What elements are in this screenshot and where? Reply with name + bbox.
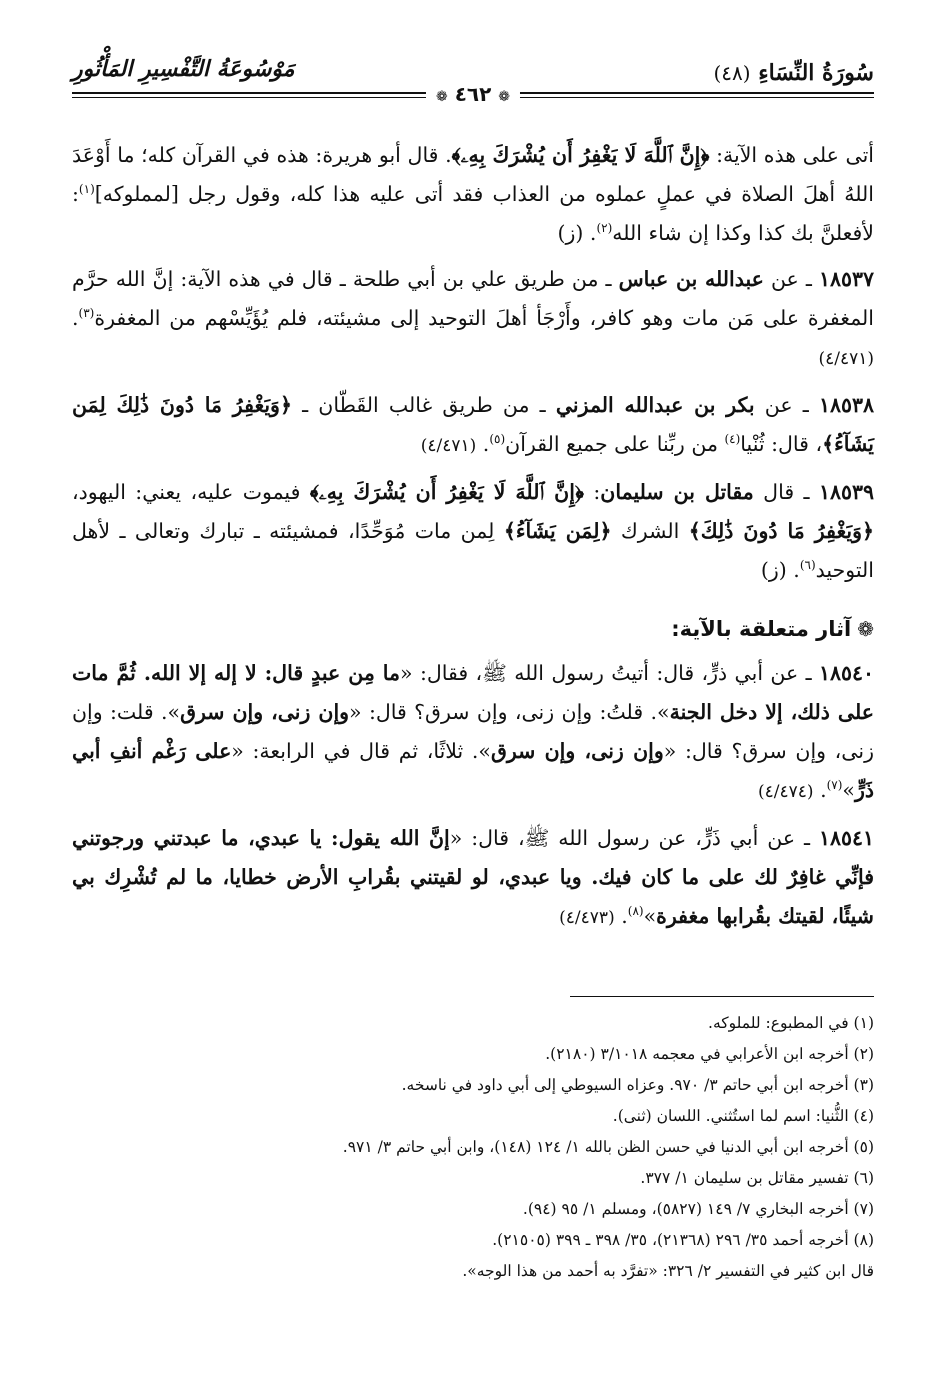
volume-ref: (٤/٤٧١) [420,436,477,456]
footnote-ref[interactable]: (٣) [78,306,95,321]
athar-18540 [72,654,874,812]
text: . [813,778,827,802]
text: . [476,432,490,456]
ayah-number: (٤٨) [713,61,751,85]
surah-title [713,60,874,86]
paragraph-1 [72,136,874,253]
quran-quote: ﴿وَيَغْفِرُ مَا دُونَ ذَٰلِكَ﴾ [688,519,874,543]
text: ـ قال [753,480,819,504]
hadith-text: ما مِن عبدٍ قال: لا إله إلا الله. ثُمَّ مات على ذلك، إلا دخل الجنة [72,661,874,724]
footnote-6: (٦) تفسير مقاتل بن سليمان ١/ ٣٧٧. [640,1169,874,1187]
hadith-text: وإن زنى، وإن سرق [490,739,664,763]
text: » [643,904,657,928]
footnote-ref[interactable]: (٦) [799,558,816,573]
footnote-ref[interactable]: (١) [78,182,95,197]
page-number [426,82,520,106]
quran-quote: ﴿إِنَّ ٱللَّهَ لَا يَغْفِرُ أَن يُشْرَكَ بِهِۦ﴾ [309,480,584,504]
flower-ornament-icon: ❁ [857,617,874,641]
text: ، قال: ثُنْيا [740,432,823,456]
quran-quote: ﴿إِنَّ ٱللَّهَ لَا يَغْفِرُ أَن يُشْرَكَ بِهِۦ﴾ [451,143,710,167]
narrator-name: مقاتل بن سليمان [600,480,754,504]
ornament-icon: ❁ [435,89,448,105]
athar-18537 [72,260,874,379]
footnote-1: (١) في المطبوع: للملوكه. [708,1014,874,1032]
text: الشرك [611,519,689,543]
text: : [583,480,601,504]
text: ـ من طريق غالب القَطّان ـ [291,393,556,417]
text: ». ثلاثًا، ثم قال في الرابعة: « [231,739,491,763]
text: من ربِّنا على جميع القرآن [505,432,725,456]
hadith-text: وإن زنى، وإن سرق [180,700,350,724]
hadith-text: على رَغْم أنفِ أبي ذَرٍّ [72,739,874,802]
footnote-5: (٥) أخرجه ابن أبي الدنيا في حسن الظن بالله ١/ ١٢٤ (١٤٨)، وابن أبي حاتم ٣/ ٩٧١. [342,1138,874,1156]
footnote-2: (٢) أخرجه ابن الأعرابي في معجمه ٣/١٠١٨ (٢١٨٠). [545,1045,874,1063]
footnote-8: (٨) أخرجه أحمد ٣٥/ ٢٩٦ (٢١٣٦٨)، ٣٥/ ٣٩٨ ـ ٣٩٩ (٢١٥٠٥). [492,1231,874,1249]
book-title: مَوْسُوعَةُ التَّفْسِيرِ المَأْثُورِ [72,56,295,82]
text: » [842,778,855,802]
page-number-value: ٤٦٢ [454,82,492,106]
athar-18538 [72,386,874,466]
text: . (ز) [760,558,800,582]
footnote-3: (٣) أخرجه ابن أبي حاتم ٣/ ٩٧٠. وعزاه السيوطي إلى أبي داود في ناسخه. [401,1076,874,1094]
athar-number: ١٨٥٣٩ [818,480,874,504]
text: ـ من طريق علي بن أبي طلحة ـ قال في هذه الآية: إنَّ الله حرَّم المغفرة على مَن مات وهو كافر، وأَرْجَأ أهلَ التوحيد إلى مشيئته، فلم يُؤَيِّسْهم من المغفرة [72,267,874,330]
quran-quote: ﴿لِمَن يَشَآءُ﴾ [503,519,612,543]
text: . [72,306,79,330]
athar-number: ١٨٥٤٠ [818,661,874,685]
athar-18541 [72,819,874,938]
section-heading-text: آثار متعلقة بالآية: [671,617,852,641]
athar-number: ١٨٥٣٨ [818,393,874,417]
text: ـ عن [754,393,819,417]
footnote-7: (٧) أخرجه البخاري ٧/ ١٤٩ (٥٨٢٧)، ومسلم ١/ ٩٥ (٩٤). [522,1200,874,1218]
text: ـ عن أبي ذرٍّ، قال: أتيتُ رسول الله ﷺ، فقال: « [400,661,819,685]
footnote-ref[interactable]: (٥) [489,432,506,447]
text: لِمن مات مُوَحِّدًا، فمشيئته ـ تبارك وتعالى ـ لأهل التوحيد [72,519,874,582]
ornament-icon: ❁ [498,89,511,105]
volume-ref: (٤/٤٧٤) [758,782,814,802]
narrator-name: بكر بن عبدالله المزني [555,393,755,417]
athar-number: ١٨٥٣٧ [818,267,874,291]
footnote-ref[interactable]: (٨) [627,904,644,919]
text: . قال أبو هريرة: هذه في القرآن كله؛ ما أَوْعَدَ اللهُ أهلَ الصلاة في عملٍ عملوه من العذاب فقد أتى عليه هذا كله، وقول رجل [لمملوكه] [72,143,874,206]
quran-quote: ﴿وَيَغْفِرُ مَا دُونَ ذَٰلِكَ لِمَن يَشَآءُ﴾ [72,393,874,456]
hadith-text: إنَّ الله يقول: يا عبدي، ما عبدتني ورجوتني فإنِّي غافِرٌ لك على ما كان فيك. ويا عبدي، لو لقيتني بقُرابِ الأرض خطايا، ما لم تُشْرِك بي شيئًا، لقيتك بقُرابها مغفرة [72,826,874,928]
text: . (ز) [557,221,597,245]
volume-ref: (٤/٤٧١) [818,349,874,369]
text: أتى على هذه الآية: [709,143,874,167]
text: ـ عن [763,267,819,291]
text: : لأفعلنَّ بك كذا وكذا إن شاء الله [72,182,874,245]
main-text [72,136,874,938]
footnote-ref[interactable]: (٢) [596,221,613,236]
footnote-8-note: قال ابن كثير في التفسير ٢/ ٣٢٦: «تفرَّد به أحمد من هذا الوجه». [462,1262,874,1280]
page-header [72,54,874,114]
athar-18539 [72,473,874,590]
text: ». قلتُ: وإن زنى، وإن سرق؟ قال: « [349,700,670,724]
text: . [614,904,628,928]
section-heading [72,612,874,646]
text: ». قلت: وإن زنى، وإن سرق؟ قال: « [72,700,874,763]
athar-number: ١٨٥٤١ [818,826,874,850]
footnote-ref[interactable]: (٤) [724,432,741,447]
volume-ref: (٤/٤٧٣) [559,908,615,928]
surah-name: سُورَةُ النِّسَاءِ [758,60,874,86]
footnote-ref[interactable]: (٧) [826,778,843,793]
footnote-4: (٤) الثُّنيا: اسم لما استُثني. اللسان (ثنى). [612,1107,874,1125]
narrator-name: عبدالله بن عباس [618,267,764,291]
footnote-separator [570,996,874,997]
footnotes [72,1008,874,1287]
text: فيموت عليه، يعني: اليهود، [72,480,310,504]
text: ـ عن أبي ذَرٍّ، عن رسول الله ﷺ، قال: « [449,826,819,850]
